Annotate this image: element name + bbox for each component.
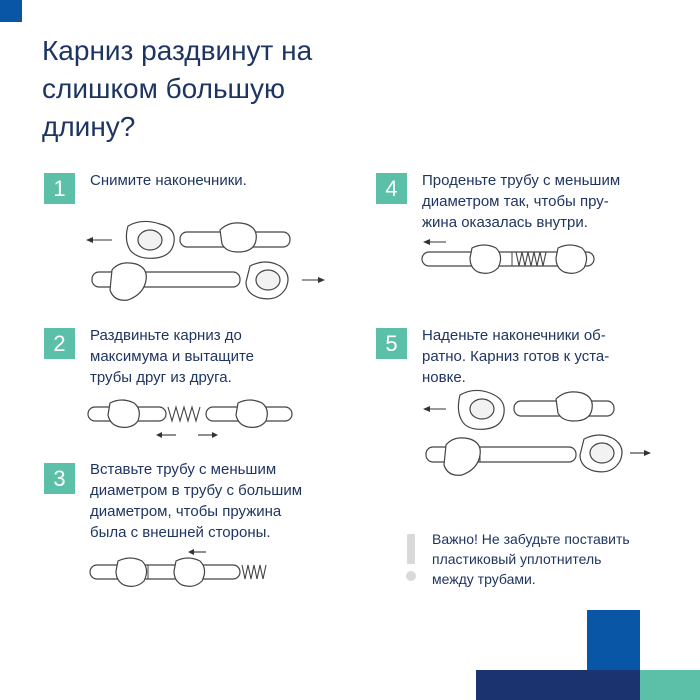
step-1-line-1: Снимите наконечники. xyxy=(90,172,247,189)
step-2-line-1: Раздвиньте карниз до xyxy=(90,327,242,344)
hand-left-icon xyxy=(108,400,139,427)
note-line-3: между трубами. xyxy=(432,571,536,587)
step-4-line-2: диаметром так, чтобы пру- xyxy=(422,193,609,210)
exclamation-icon xyxy=(407,534,415,564)
step-5-line-2: ратно. Карниз готов к уста- xyxy=(422,348,610,365)
step-4-text xyxy=(422,170,692,233)
spring-icon xyxy=(242,565,266,579)
hand-on-rod-bottom-icon xyxy=(444,438,480,475)
step-2-line-2: максимума и вытащите xyxy=(90,348,255,365)
step-2-line-3: трубы друг из друга. xyxy=(90,369,232,386)
step-3-line-2: диаметром в трубу с большим xyxy=(90,482,303,499)
finial-cap-icon xyxy=(470,399,494,419)
step-5-illustration xyxy=(418,385,658,480)
step-4-line-3: жина оказалась внутри. xyxy=(422,214,588,231)
decor-block-navy xyxy=(476,670,640,700)
important-note xyxy=(432,529,682,589)
hand-left-icon xyxy=(116,558,147,586)
title-line-1: Карниз раздвинут на xyxy=(42,35,313,66)
title-line-3: длину? xyxy=(42,111,136,142)
step-5-text xyxy=(422,325,692,388)
hand-on-rod-bottom-icon xyxy=(110,263,146,300)
finial-cap-icon xyxy=(138,230,162,250)
step-3-line-3: диаметром, чтобы пружина xyxy=(90,503,282,520)
finial-cap-right-icon xyxy=(256,270,280,290)
step-2-number-badge: 2 xyxy=(44,328,75,359)
hand-right-icon xyxy=(174,558,205,586)
spring-icon xyxy=(168,407,200,421)
step-3-line-1: Вставьте трубу с меньшим xyxy=(90,461,277,478)
hand-on-rod-icon xyxy=(556,392,592,421)
step-2-text xyxy=(90,325,350,388)
step-2-illustration xyxy=(88,395,298,445)
right-arrowhead xyxy=(318,277,325,283)
note-line-2: пластиковый уплотнитель xyxy=(432,551,602,567)
decor-block-blue xyxy=(587,610,640,670)
left-arrowhead xyxy=(86,237,93,243)
step-1-text xyxy=(90,170,350,191)
step-1-illustration xyxy=(80,212,330,312)
finial-cap-right-icon xyxy=(590,443,614,463)
decor-block-teal xyxy=(640,670,700,700)
corner-square-decoration xyxy=(0,0,22,22)
step-3-illustration xyxy=(88,545,288,595)
note-line-1: Важно! Не забудьте поставить xyxy=(432,531,630,547)
step-3-number-badge: 3 xyxy=(44,463,75,494)
step-4-number-badge: 4 xyxy=(376,173,407,204)
step-1-number-badge: 1 xyxy=(44,173,75,204)
hand-on-rod-icon xyxy=(220,223,256,252)
hand-right-icon xyxy=(236,400,267,427)
hand-left-icon xyxy=(470,245,501,273)
hand-right-icon xyxy=(556,245,587,273)
page-title xyxy=(42,32,372,146)
step-5-line-3: новке. xyxy=(422,369,466,386)
title-line-2: слишком большую xyxy=(42,73,285,104)
step-5-number-badge: 5 xyxy=(376,328,407,359)
step-4-line-1: Проденьте трубу с меньшим xyxy=(422,172,621,189)
rod-combined xyxy=(90,565,240,579)
step-3-line-4: была с внешней стороны. xyxy=(90,524,271,541)
exclamation-dot-icon xyxy=(406,571,416,581)
step-4-illustration xyxy=(420,236,600,281)
step-5-line-1: Наденьте наконечники об- xyxy=(422,327,606,344)
step-3-text xyxy=(90,459,350,543)
